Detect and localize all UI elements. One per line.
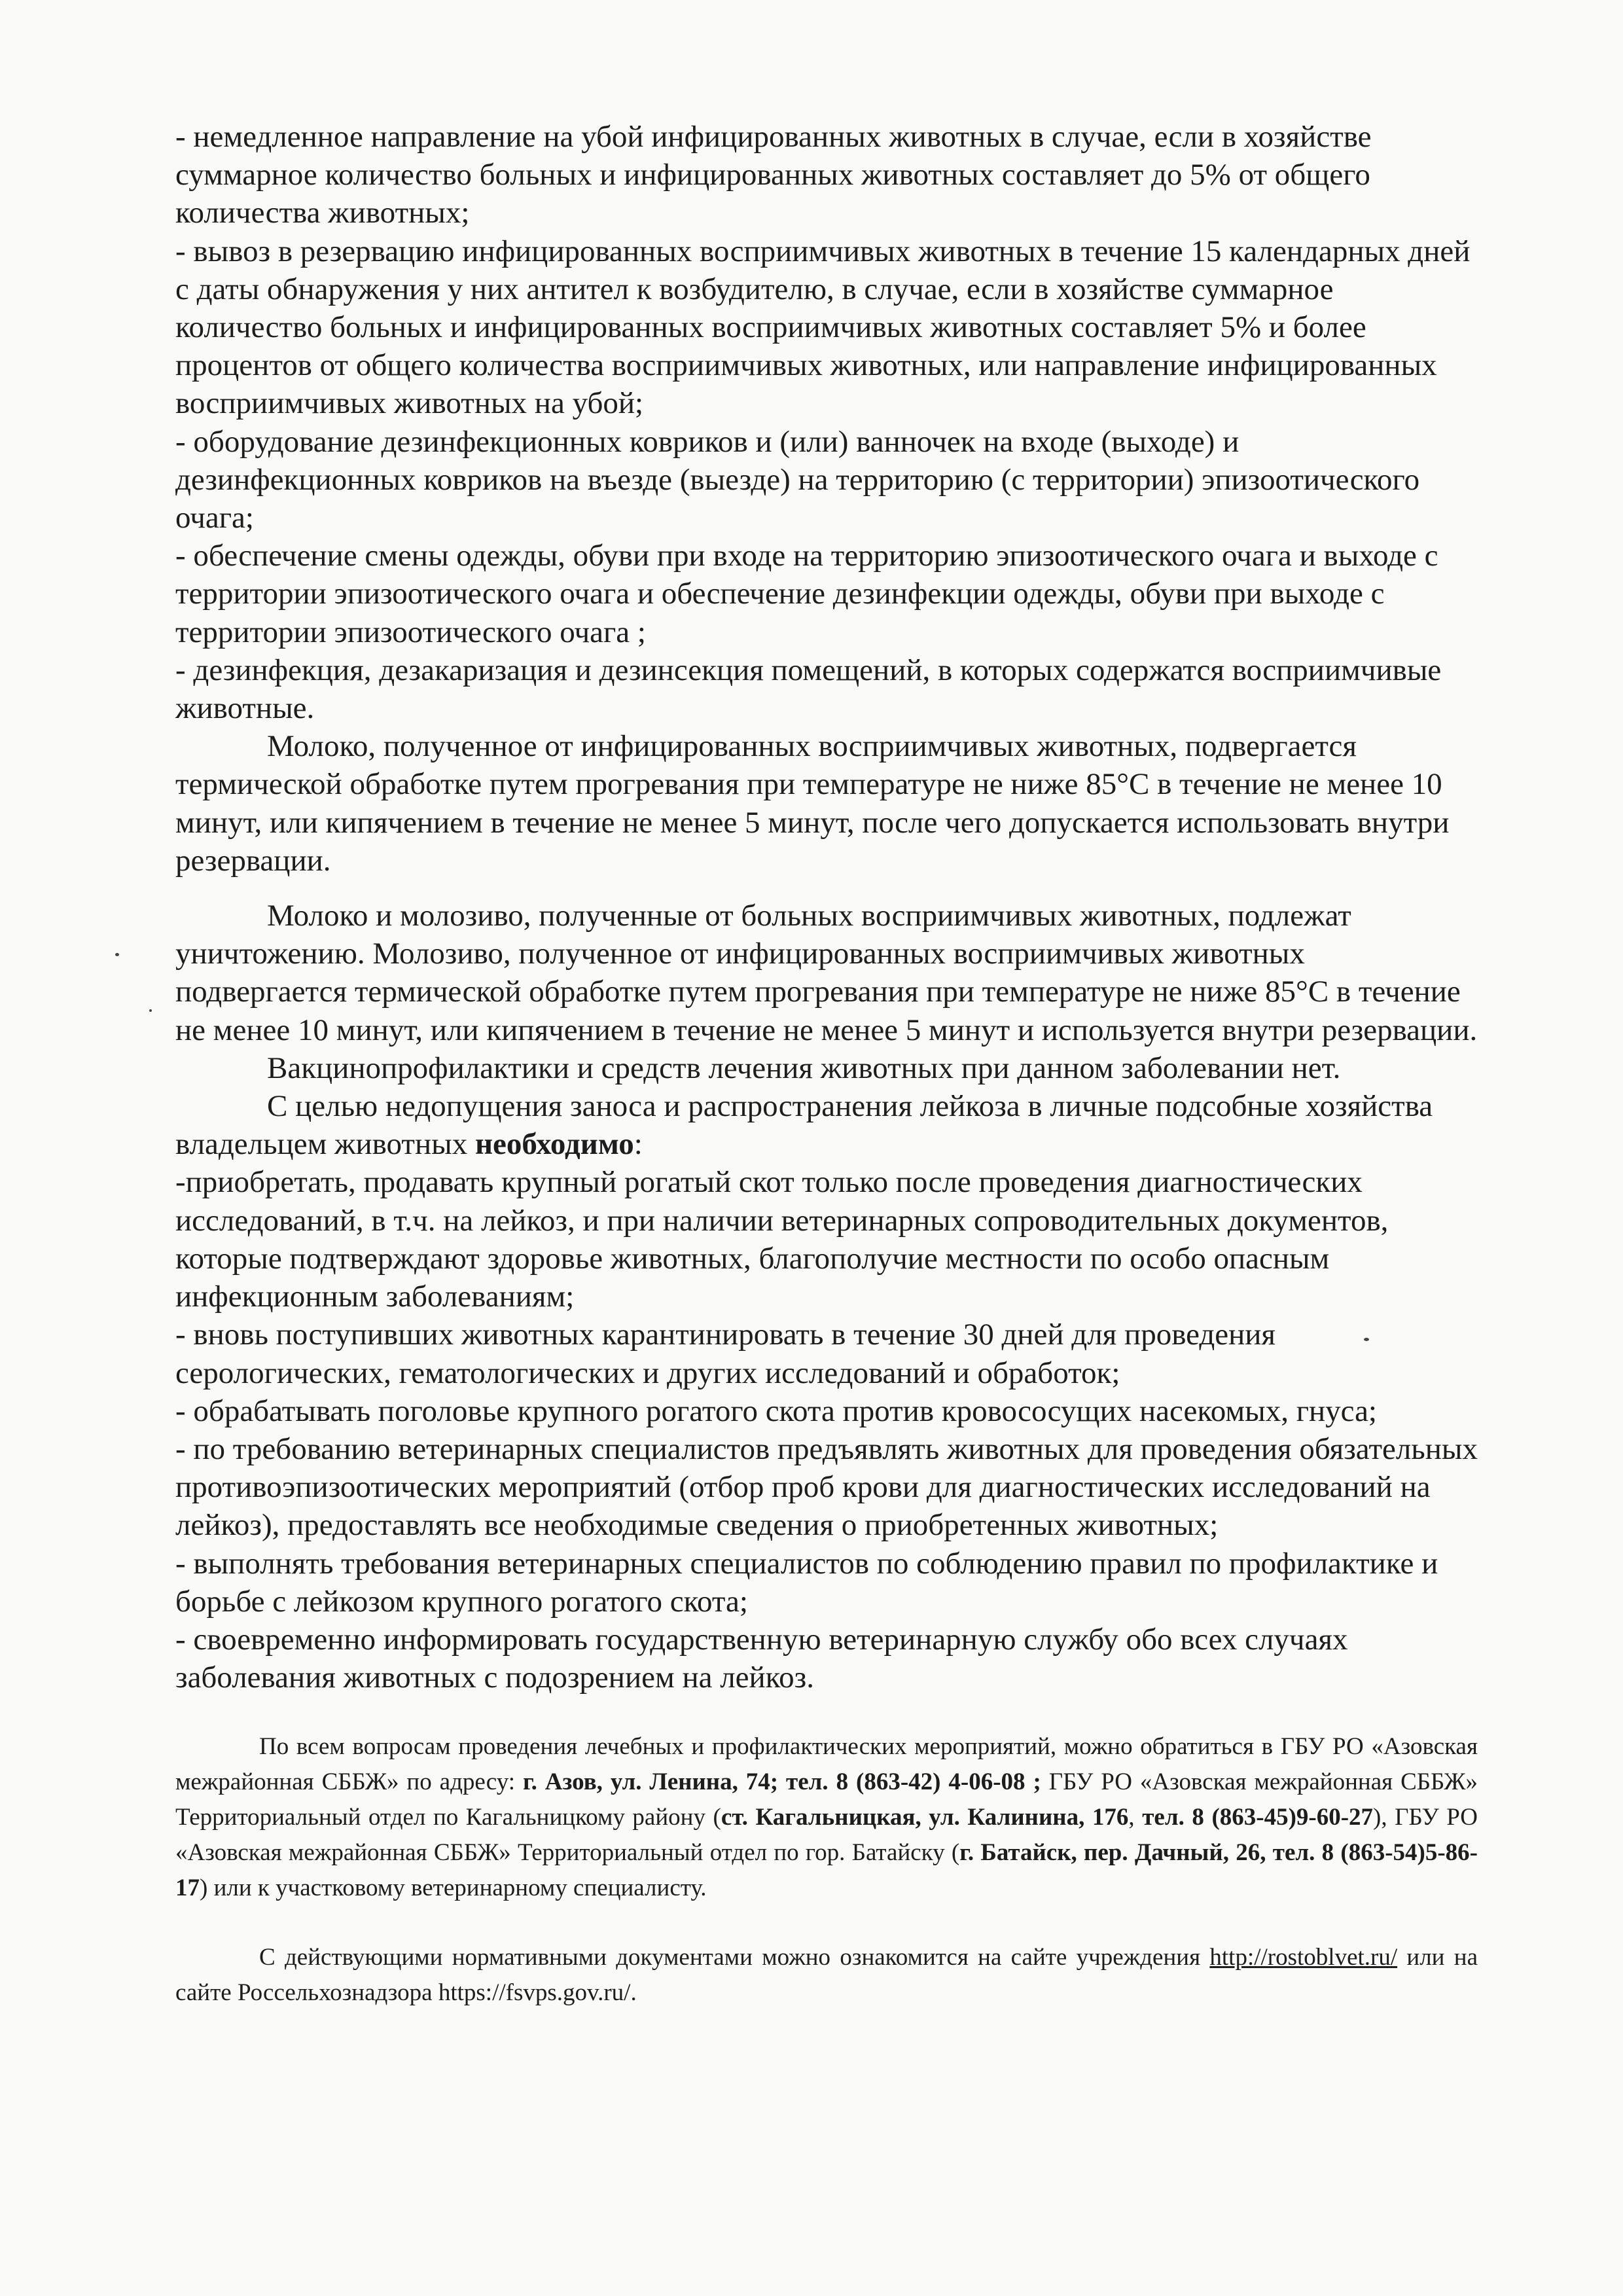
owner-duty-item: - по требованию ветеринарных специалистов предъявлять животных для проведения обязательных противоэпизоотических мероприятий (отбор проб крови для диагностических исследований на лейкоз), предоставлять все необходимые сведения о приобретенных животных;	[175, 1431, 1478, 1543]
owners-intro-colon: :	[633, 1127, 643, 1162]
azov-phone: тел. 8 (863-42) 4-06-08 ;	[786, 1768, 1041, 1795]
kagalnik-address: ст. Кагальницкая, ул. Калинина, 176	[721, 1804, 1129, 1831]
vaccine-paragraph: Вакцинопрофилактики и средств лечения животных при данном заболевании нет.	[267, 1050, 1341, 1085]
measure-item: - оборудование дезинфекционных ковриков и (или) ванночек на входе (выходе) и дезинфекционных ковриков на въезде (выезде) на территорию (с территории) эпизоотического очага;	[175, 424, 1420, 535]
milk-sick-paragraph: Молоко и молозиво, полученные от больных восприимчивых животных, подлежат уничтожению. Молозиво, полученное от инфицированных восприимчивых животных подвергается термической обработке путем прогревания при температуре не ниже 85°С в течение не менее 10 минут, или кипячением в течение не менее 5 минут и используется внутри резервации.	[175, 899, 1478, 1047]
contacts-text: ГБУ РО «Азовская межрайонная СББЖ» Территориальный отдел по Кагальницкому району (	[175, 1768, 1478, 1831]
owner-duty-item: - выполнять требования ветеринарных специалистов по соблюдению правил по профилактике и борьбе с лейкозом крупного рогатого скота;	[175, 1546, 1438, 1619]
owner-duty-item: - вновь поступивших животных карантинировать в течение 30 дней для проведения серологических, гематологических и других исследований и обработок;	[175, 1318, 1276, 1390]
contacts-text: ), ГБУ РО «Азовская межрайонная СББЖ» Территориальный отдел по гор. Батайску (	[175, 1804, 1478, 1866]
contacts-text: По всем вопросам проведения лечебных и профилактических мероприятий, можно обратиться в ГБУ РО «Азовская межрайонная СББЖ» по адресу:	[175, 1733, 1478, 1795]
scan-speck	[149, 1009, 152, 1012]
owners-intro-bold: необходимо	[474, 1127, 634, 1162]
owner-duty-item: - своевременно информировать государственную ветеринарную службу обо всех случаях заболевания животных с подозрением на лейкоз.	[175, 1622, 1348, 1695]
measure-item: - вывоз в резервацию инфицированных восприимчивых животных в течение 15 календарных дней с даты обнаружения у них антител к возбудителю, в случае, если в хозяйстве суммарное количество больных и инфицированных восприимчивых животных составляет 5% и более процентов от общего количества восприимчивых животных, или направление инфицированных восприимчивых животных на убой;	[175, 234, 1471, 421]
bataysk-address-phone: г. Батайск, пер. Дачный, 26, тел. 8 (863-54)5-86-17	[175, 1839, 1478, 1901]
contacts-block	[175, 1729, 1478, 2011]
measure-item: - дезинфекция, дезакаризация и дезинсекция помещений, в которых содержатся восприимчивые животные.	[175, 653, 1442, 726]
contacts-text	[778, 1768, 786, 1795]
owners-intro-text: С целью недопущения заноса и распространения лейкоза в личные подсобные хозяйства владельцем животных	[175, 1089, 1433, 1162]
rostoblvet-link[interactable]: http://rostoblvet.ru/	[1209, 1944, 1398, 1971]
kagalnik-phone: тел. 8 (863-45)9-60-27	[1142, 1804, 1374, 1831]
main-text-block	[175, 118, 1478, 1696]
website-text: или на сайте Россельхознадзора https://fsvps.gov.ru/.	[175, 1944, 1478, 2006]
contacts-paragraph	[175, 1729, 1478, 1906]
scan-speck	[1364, 1338, 1369, 1341]
owner-duty-item: - обрабатывать поголовье крупного рогатого скота против кровососущих насекомых, гнуса;	[175, 1393, 1377, 1428]
measure-item: - обеспечение смены одежды, обуви при входе на территорию эпизоотического очага и выходе с территории эпизоотического очага и обеспечение дезинфекции одежды, обуви при выходе с территории эпизоотического очага ;	[175, 539, 1438, 649]
website-paragraph	[175, 1940, 1478, 2011]
azov-address: г. Азов, ул. Ленина, 74;	[522, 1768, 779, 1795]
owners-intro-paragraph	[175, 1087, 1478, 1163]
milk-infected-paragraph: Молоко, полученное от инфицированных восприимчивых животных, подвергается термической обработке путем прогревания при температуре не ниже 85°С в течение не менее 10 минут, или кипячением в течение не менее 5 минут, после чего допускается использовать внутри резервации.	[175, 729, 1450, 878]
owner-duty-item: -приобретать, продавать крупный рогатый скот только после проведения диагностических исследований, в т.ч. на лейкоз, и при наличии ветеринарных сопроводительных документов, которые подтверждают здоровье животных, благополучие местности по особо опасным инфекционным заболеваниям;	[175, 1165, 1389, 1314]
scan-speck	[115, 953, 119, 956]
contacts-text: ,	[1128, 1804, 1143, 1831]
contacts-text: ) или к участковому ветеринарному специалисту.	[200, 1874, 707, 1901]
measure-item: - немедленное направление на убой инфицированных животных в случае, если в хозяйстве суммарное количество больных и инфицированных животных составляет до 5% от общего количества животных;	[175, 120, 1372, 230]
website-text: С действующими нормативными документами можно ознакомится на сайте учреждения	[259, 1944, 1210, 1971]
